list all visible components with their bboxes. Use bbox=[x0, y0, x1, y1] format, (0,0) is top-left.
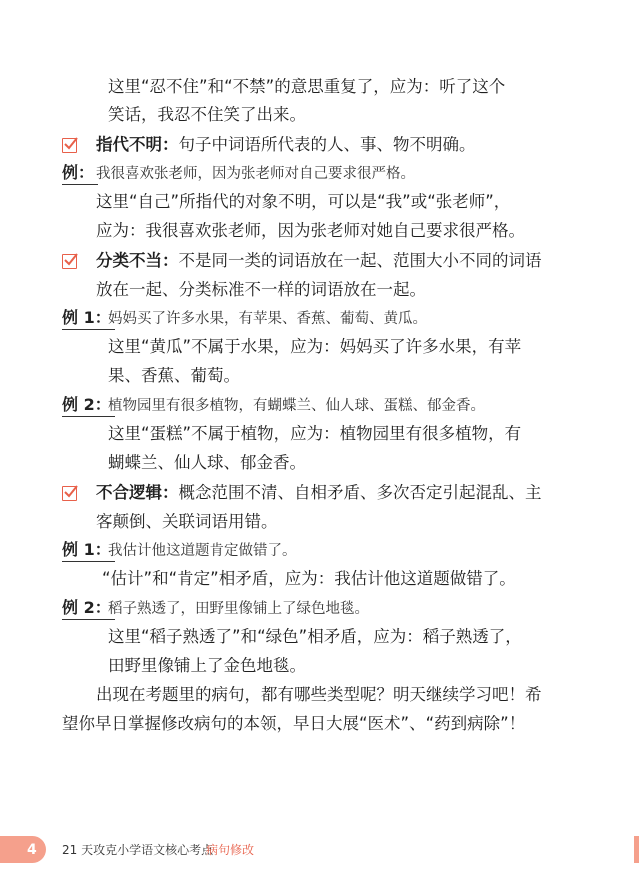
example-sentence: 植物园里有很多植物，有蝴蝶兰、仙人球、蛋糕、郁金香。 bbox=[108, 398, 485, 414]
section-description: 概念范围不清、自相矛盾、多次否定引起混乱、主 bbox=[178, 483, 542, 502]
section-heading bbox=[96, 482, 542, 504]
section-description: 不是同一类的词语放在一起、范围大小不同的词语 bbox=[178, 251, 542, 270]
section-title: 分类不当： bbox=[96, 251, 179, 270]
example-label: 例 1： bbox=[62, 307, 115, 330]
section-description: 句子中词语所代表的人、事、物不明确。 bbox=[178, 135, 476, 154]
edge-marker bbox=[634, 836, 639, 863]
page-number: 4 bbox=[27, 842, 37, 858]
book-title: 21 天攻克小学语文核心考点 bbox=[62, 843, 214, 857]
checkbox-icon bbox=[62, 254, 77, 269]
text-line: 这里“稻子熟透了”和“绿色”相矛盾，应为：稻子熟透了， bbox=[108, 627, 522, 646]
example-label: 例 1： bbox=[62, 539, 115, 562]
section-heading bbox=[96, 250, 542, 272]
example-label: 例： bbox=[62, 162, 98, 185]
page-number-tab bbox=[0, 836, 46, 863]
example-label: 例 2： bbox=[62, 597, 115, 620]
text-line: 这里“黄瓜”不属于水果，应为：妈妈买了许多水果，有苹 bbox=[108, 337, 522, 356]
text-line: 放在一起、分类标准不一样的词语放在一起。 bbox=[96, 280, 426, 299]
section-title: 指代不明： bbox=[96, 135, 179, 154]
example-label: 例 2： bbox=[62, 394, 115, 417]
section-title: 不合逻辑： bbox=[96, 483, 179, 502]
example-sentence: 我很喜欢张老师，因为张老师对自己要求很严格。 bbox=[96, 166, 415, 182]
text-line: 这里“蛋糕”不属于植物，应为：植物园里有很多植物，有 bbox=[108, 424, 522, 443]
text-line: 笑话，我忍不住笑了出来。 bbox=[108, 105, 306, 124]
text-line: 果、香蕉、葡萄。 bbox=[108, 366, 240, 385]
example-sentence: 稻子熟透了，田野里像铺上了绿色地毯。 bbox=[108, 601, 369, 617]
text-line: “估计”和“肯定”相矛盾，应为：我估计他这道题做错了。 bbox=[102, 569, 516, 588]
example-sentence: 我估计他这道题肯定做错了。 bbox=[108, 543, 297, 559]
text-line: 望你早日掌握修改病句的本领，早日大展“医术”、“药到病除”！ bbox=[62, 714, 526, 733]
text-line: 客颠倒、关联词语用错。 bbox=[96, 512, 278, 531]
chapter-title: 病句修改 bbox=[206, 843, 255, 857]
text-line: 这里“自己”所指代的对象不明，可以是“我”或“张老师”， bbox=[96, 192, 511, 211]
text-line: 田野里像铺上了金色地毯。 bbox=[108, 656, 306, 675]
checkbox-icon bbox=[62, 486, 77, 501]
text-line: 这里“忍不住”和“不禁”的意思重复了，应为：听了这个 bbox=[108, 77, 506, 96]
text-line: 应为：我很喜欢张老师，因为张老师对她自己要求很严格。 bbox=[96, 221, 525, 240]
checkbox-icon bbox=[62, 138, 77, 153]
section-heading bbox=[96, 134, 476, 156]
text-line: 蝴蝶兰、仙人球、郁金香。 bbox=[108, 453, 306, 472]
text-line: 出现在考题里的病句，都有哪些类型呢？明天继续学习吧！希 bbox=[96, 685, 542, 704]
example-sentence: 妈妈买了许多水果，有苹果、香蕉、葡萄、黄瓜。 bbox=[108, 311, 427, 327]
